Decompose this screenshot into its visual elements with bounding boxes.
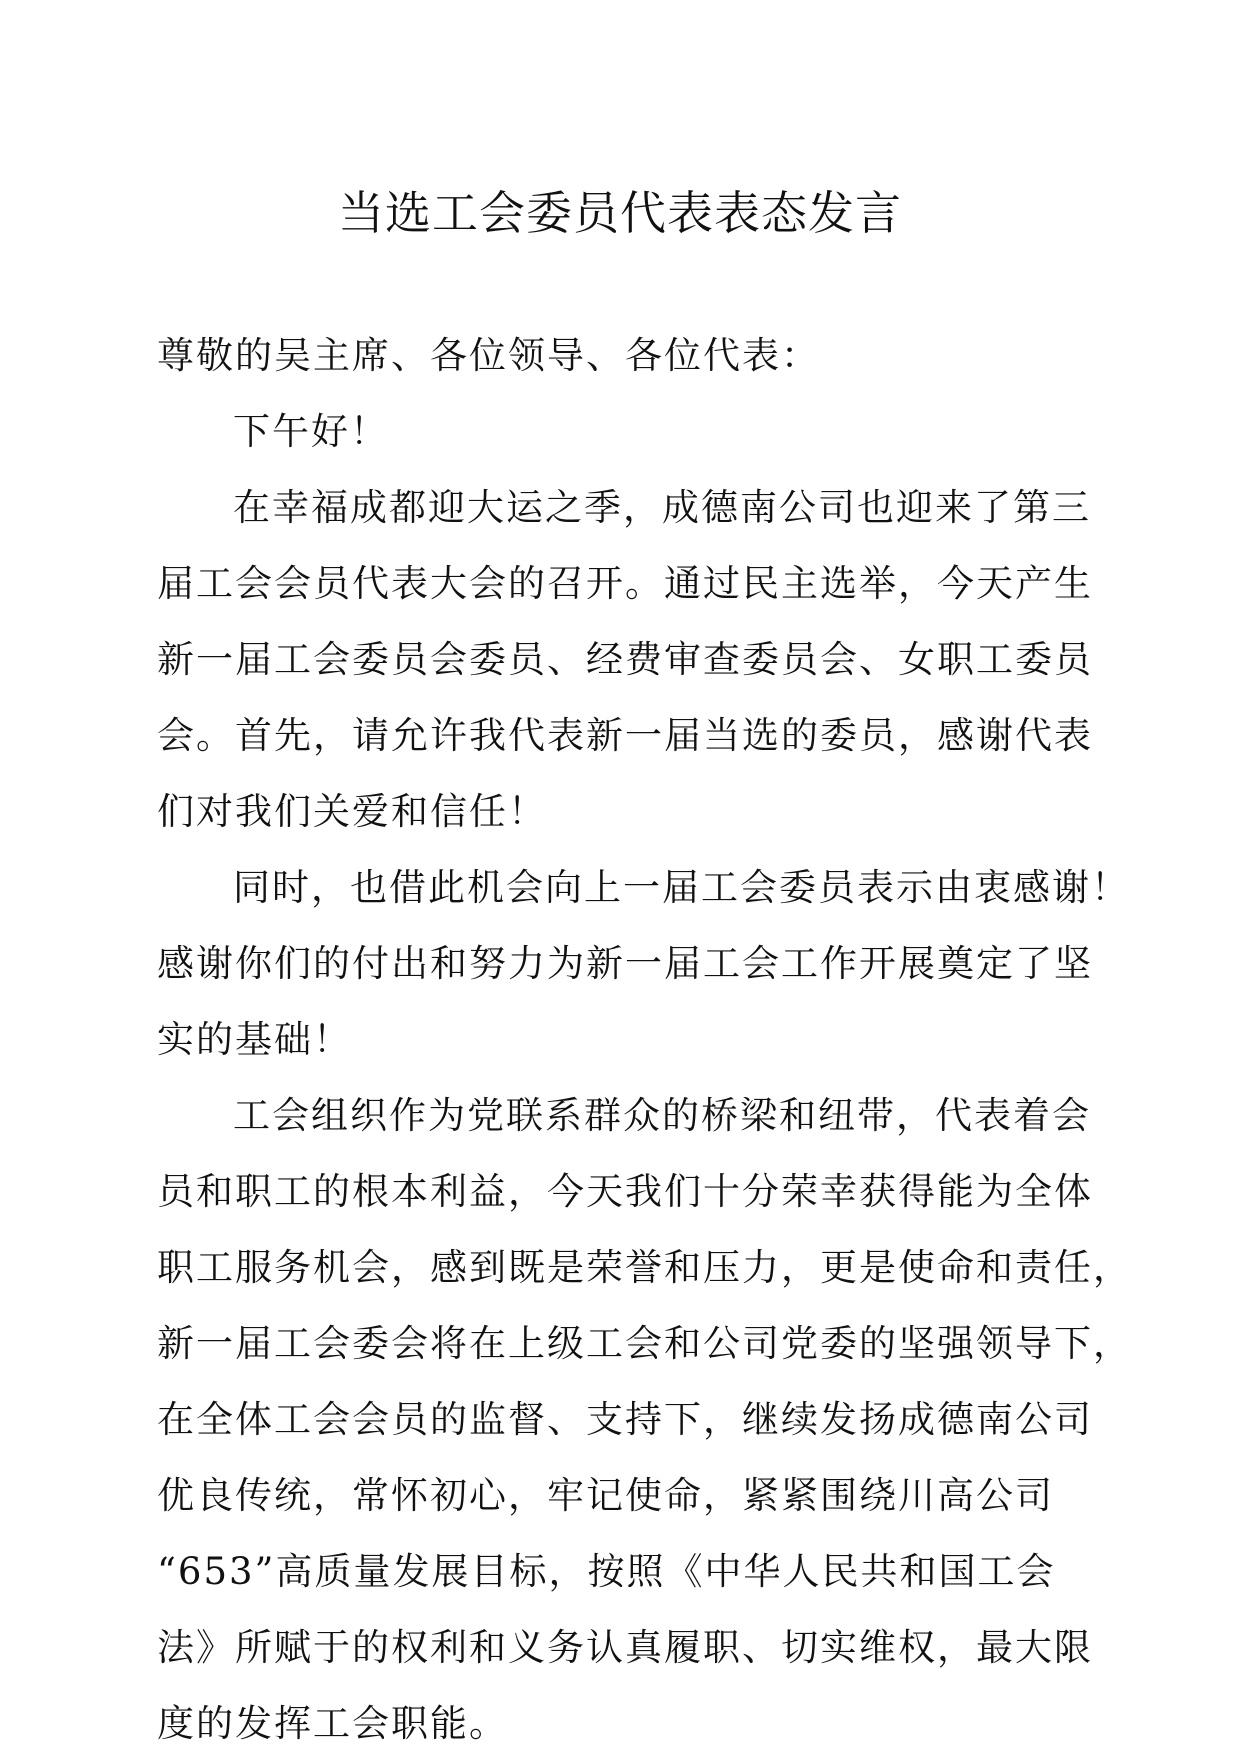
paragraph-line: 感谢你们的付出和努力为新一届工会工作开展奠定了坚 [157, 942, 1093, 985]
document-title: 当选工会委员代表表态发言 [338, 186, 902, 240]
paragraph-line: 在全体工会会员的监督、支持下，继续发扬成德南公司 [157, 1398, 1093, 1441]
paragraph-line: 会。首先，请允许我代表新一届当选的委员，感谢代表 [157, 714, 1093, 757]
paragraph-line: 届工会会员代表大会的召开。通过民主选举，今天产生 [157, 562, 1093, 605]
paragraph-line: 们对我们关爱和信任！ [157, 790, 547, 833]
greeting: 下午好！ [233, 410, 389, 453]
paragraph-line: 优良传统，常怀初心，牢记使命，紧紧围绕川高公司 [157, 1474, 1054, 1517]
paragraph-line: 度的发挥工会职能。 [157, 1702, 508, 1745]
paragraph-line: 新一届工会委会将在上级工会和公司党委的坚强领导下， [157, 1322, 1132, 1365]
paragraph-line: 工会组织作为党联系群众的桥梁和纽带，代表着会 [233, 1094, 1091, 1137]
paragraph-2 [157, 850, 1130, 1078]
document-body [157, 318, 1132, 1762]
paragraph-line: 实的基础！ [157, 1018, 352, 1061]
paragraph-1 [157, 470, 1093, 850]
paragraph-line: 在幸福成都迎大运之季，成德南公司也迎来了第三 [233, 486, 1091, 529]
paragraph-3 [157, 1078, 1132, 1762]
paragraph-line: 新一届工会委员会委员、经费审查委员会、女职工委员 [157, 638, 1093, 681]
paragraph-line: 职工服务机会，感到既是荣誉和压力，更是使命和责任， [157, 1246, 1132, 1289]
paragraph-line: “653”高质量发展目标，按照《中华人民共和国工会 [157, 1550, 1056, 1593]
salutation: 尊敬的吴主席、各位领导、各位代表： [157, 334, 820, 377]
paragraph-line: 同时，也借此机会向上一届工会委员表示由衷感谢！ [233, 866, 1130, 909]
paragraph-line: 员和职工的根本利益，今天我们十分荣幸获得能为全体 [157, 1170, 1093, 1213]
paragraph-line: 法》所赋于的权利和义务认真履职、切实维权，最大限 [157, 1626, 1093, 1669]
